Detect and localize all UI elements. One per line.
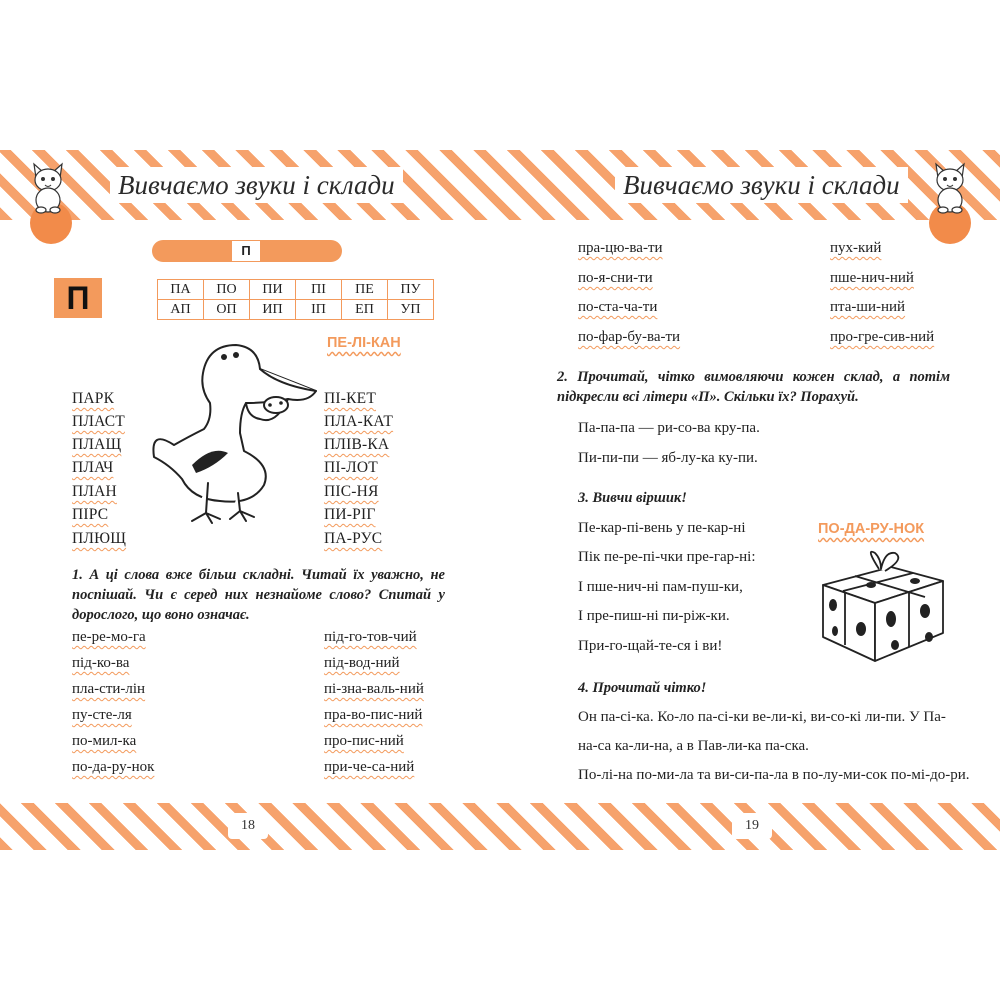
syllable-cell: ПА xyxy=(158,280,204,300)
word-item: по-да-ру-нок xyxy=(72,759,155,775)
word-item: ПЛАН xyxy=(72,483,117,500)
gift-box-illustration xyxy=(815,545,950,665)
word-item: при-че-са-ний xyxy=(324,759,415,775)
page-number-right: 19 xyxy=(732,813,772,839)
poem-line: При-го-щай-те-ся і ви! xyxy=(578,638,723,654)
word-item: про-пис-ний xyxy=(324,733,404,749)
task-4-instruction: 4. Прочитай чітко! xyxy=(578,680,707,696)
word-item: під-ко-ва xyxy=(72,655,130,671)
word-item: пра-во-пис-ний xyxy=(324,707,423,723)
syllable-row xyxy=(158,300,434,320)
syllable-cell: УП xyxy=(388,300,434,320)
word-item: пух-кий xyxy=(830,240,882,256)
syllable-cell: ПУ xyxy=(388,280,434,300)
page-number-left: 18 xyxy=(228,813,268,839)
syllable-cell: ИП xyxy=(250,300,296,320)
word-item: ПЛА-КАТ xyxy=(324,413,394,430)
word-item: ПЛЮЩ xyxy=(72,530,127,547)
page-title-right: Вивчаємо звуки і склади xyxy=(615,167,908,203)
word-item: по-я-сни-ти xyxy=(578,270,653,286)
word-item: пше-нич-ний xyxy=(830,270,914,286)
poem-line: Пе-кар-пі-вень у пе-кар-ні xyxy=(578,520,746,536)
syllable-cell: ПИ xyxy=(250,280,296,300)
word-item: ПАРК xyxy=(72,390,115,407)
word-item: пу-сте-ля xyxy=(72,707,132,723)
task-4-line: на-са ка-ли-на, а в Пав-ли-ка па-ска. xyxy=(578,738,809,754)
gift-label: ПО-ДА-РУ-НОК xyxy=(818,521,925,537)
pelican-label: ПЕ-ЛІ-КАН xyxy=(327,335,401,351)
word-item: пе-ре-мо-га xyxy=(72,629,146,645)
cat-mascot-icon xyxy=(928,160,972,214)
syllable-cell: ЕП xyxy=(342,300,388,320)
syllable-cell: ПІ xyxy=(296,280,342,300)
footer-stripe-band xyxy=(0,803,1000,850)
cat-mascot-icon xyxy=(26,160,70,214)
syllable-cell: АП xyxy=(158,300,204,320)
word-item: ПИ-РІГ xyxy=(324,506,376,523)
word-item: під-го-тов-чий xyxy=(324,629,417,645)
word-item: ПА-РУС xyxy=(324,530,383,547)
task-2-line: Па-па-па — ри-со-ва кру-па. xyxy=(578,420,760,436)
syllable-table xyxy=(157,279,434,320)
word-item: по-фар-бу-ва-ти xyxy=(578,329,681,345)
word-item: під-вод-ний xyxy=(324,655,400,671)
word-item: пра-цю-ва-ти xyxy=(578,240,663,256)
page-title-left: Вивчаємо звуки і склади xyxy=(110,167,403,203)
pelican-illustration xyxy=(148,333,320,531)
word-item: ПЛАЩ xyxy=(72,436,122,453)
task-1-instruction: 1. А ці слова вже більш складні. Читай їх уважно, не поспішай. Чи є серед них незнайоме слово? Спитай у дорослого, що воно означає. xyxy=(72,567,445,623)
syllable-row xyxy=(158,280,434,300)
word-item: по-мил-ка xyxy=(72,733,137,749)
word-item: ПЛАСТ xyxy=(72,413,125,430)
word-item: ПІ-ЛОТ xyxy=(324,459,378,476)
task-4-line: Он па-сі-ка. Ко-ло па-сі-ки ве-ли-кі, ви-со-кі ли-пи. У Па- xyxy=(578,709,946,725)
word-item: ПІ-КЕТ xyxy=(324,390,376,407)
big-letter-box: П xyxy=(54,278,102,318)
poem-line: І пше-нич-ні пам-пуш-ки, xyxy=(578,579,743,595)
poem-line: І пре-пиш-ні пи-ріж-ки. xyxy=(578,608,730,624)
word-item: ПЛІВ-КА xyxy=(324,436,390,453)
syllable-cell: ПО xyxy=(204,280,250,300)
word-item: пі-зна-валь-ний xyxy=(324,681,424,697)
pill-letter: П xyxy=(231,240,261,262)
task-2-line: Пи-пи-пи — яб-лу-ка ку-пи. xyxy=(578,450,758,466)
word-item: ПІС-НЯ xyxy=(324,483,379,500)
task-3-instruction: 3. Вивчи віршик! xyxy=(578,490,687,506)
task-2-instruction: 2. Прочитай, чітко вимовляючи кожен склад, а потім підкресли всі літери «П». Скільки їх? Порахуй. xyxy=(557,369,950,405)
poem-line: Пік пе-ре-пі-чки пре-гар-ні: xyxy=(578,549,756,565)
syllable-cell: ОП xyxy=(204,300,250,320)
word-item: по-ста-ча-ти xyxy=(578,299,658,315)
word-item: ПЛАЧ xyxy=(72,459,114,476)
syllable-cell: ІП xyxy=(296,300,342,320)
syllable-cell: ПЕ xyxy=(342,280,388,300)
word-item: пта-ши-ний xyxy=(830,299,906,315)
word-item: пла-сти-лін xyxy=(72,681,146,697)
word-item: ПІРС xyxy=(72,506,109,523)
task-4-line: По-лі-на по-ми-ла та ви-си-па-ла в по-лу-ми-сок по-мі-до-ри. xyxy=(578,767,970,783)
word-item: про-гре-сив-ний xyxy=(830,329,935,345)
